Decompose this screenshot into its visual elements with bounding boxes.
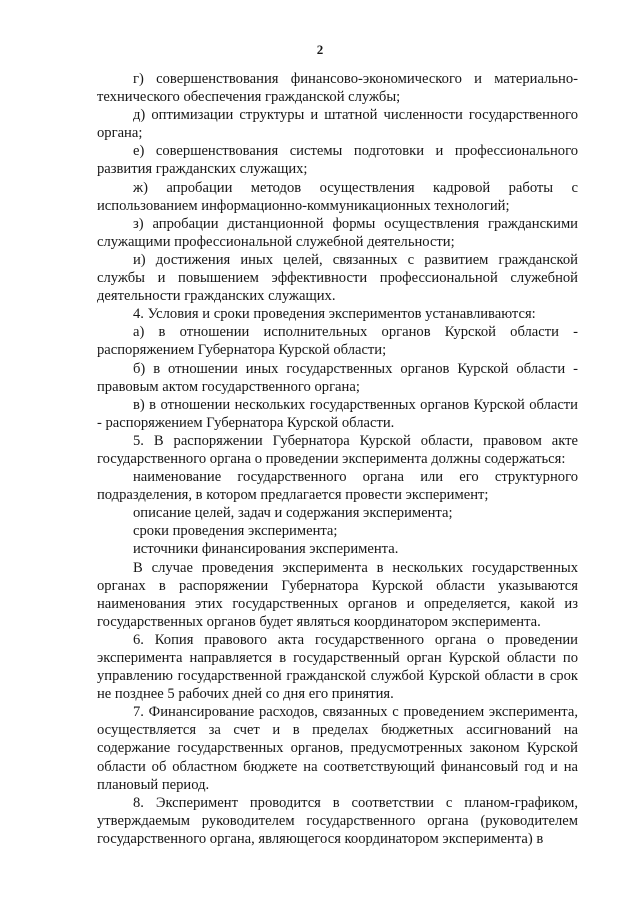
paragraph-item-d: д) оптимизации структуры и штатной численности государственного органа; bbox=[97, 107, 578, 142]
paragraph-section-5-funding: источники финансирования эксперимента. bbox=[133, 541, 399, 558]
paragraph-section-5: 5. В распоряжении Губернатора Курской области, правовом акте государственного органа о проведении эксперимента должны содержаться: bbox=[97, 432, 578, 467]
paragraph-section-5-name: наименование государственного органа или его структурного подразделения, в котором предлагается провести эксперимент; bbox=[97, 469, 578, 504]
document-body bbox=[97, 70, 578, 848]
paragraph-section-5-terms: сроки проведения эксперимента; bbox=[133, 523, 338, 540]
paragraph-section-5-goals: описание целей, задач и содержания эксперимента; bbox=[133, 505, 453, 522]
paragraph-section-4-b: б) в отношении иных государственных органов Курской области - правовым актом государственного органа; bbox=[97, 360, 578, 395]
page-number: 2 bbox=[316, 42, 324, 57]
paragraph-item-z: з) апробации дистанционной формы осуществления гражданскими служащими профессиональной служебной деятельности; bbox=[97, 215, 578, 250]
paragraph-section-7: 7. Финансирование расходов, связанных с проведением эксперимента, осуществляется за счет и в пределах бюджетных ассигнований на содержание государственных органов, предусмотренных законом Курской области об областном бюджете на соответствующий финансовый год и на плановый период. bbox=[97, 704, 578, 793]
paragraph-section-4: 4. Условия и сроки проведения экспериментов устанавливаются: bbox=[133, 306, 536, 323]
paragraph-item-g: г) совершенствования финансово-экономического и материально-технического обеспечения гражданской службы; bbox=[97, 71, 578, 106]
paragraph-item-e: е) совершенствования системы подготовки и профессионального развития гражданских служащих; bbox=[97, 143, 578, 178]
paragraph-item-i: и) достижения иных целей, связанных с развитием гражданской службы и повышением эффективности профессиональной служебной деятельности гражданских служащих. bbox=[97, 251, 578, 305]
paragraph-section-4-a: а) в отношении исполнительных органов Курской области - распоряжением Губернатора Курской области; bbox=[97, 324, 578, 359]
paragraph-section-5-multiple: В случае проведения эксперимента в нескольких государственных органах в распоряжении Губернатора Курской области указываются наименования этих государственных органов и определяется, какой из государственных органов будет являться координатором эксперимента. bbox=[97, 559, 578, 630]
paragraph-section-4-v: в) в отношении нескольких государственных органов Курской области - распоряжением Губернатора Курской области. bbox=[97, 396, 578, 431]
paragraph-section-6: 6. Копия правового акта государственного органа о проведении эксперимента направляется в государственный орган Курской области по управлению государственной гражданской службой Курской области в срок не позднее 5 рабочих дней со дня его принятия. bbox=[97, 631, 578, 703]
paragraph-section-8: 8. Эксперимент проводится в соответствии с планом-графиком, утверждаемым руководителем государственного органа (руководителем государственного органа, являющегося координатором эксперимента) в bbox=[97, 794, 578, 847]
paragraph-item-zh: ж) апробации методов осуществления кадровой работы с использованием информационно-коммуникационных технологий; bbox=[97, 179, 578, 214]
